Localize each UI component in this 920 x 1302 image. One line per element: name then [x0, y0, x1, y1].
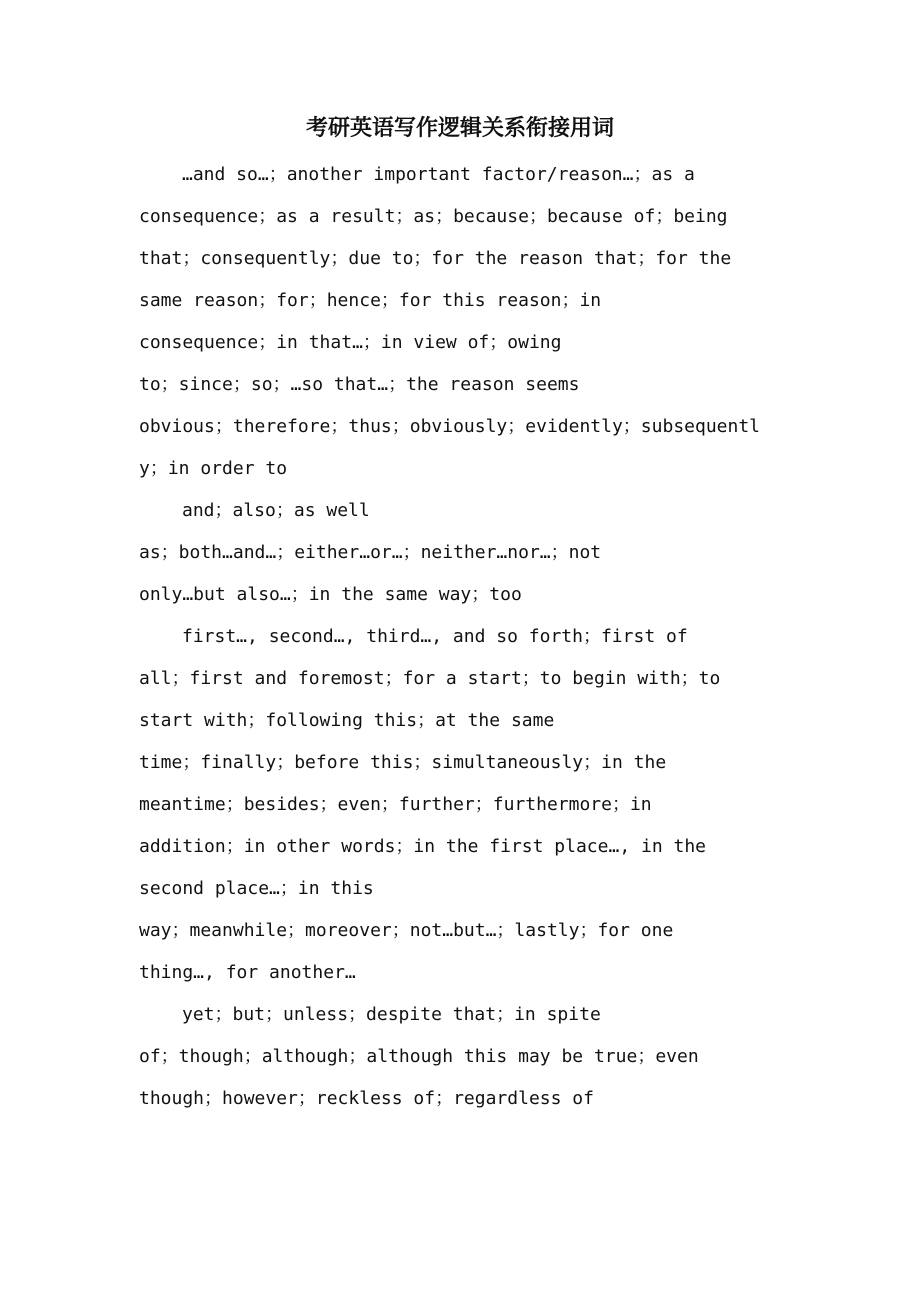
paragraph-4-line-2: of；though；although；although this may be true；even — [139, 1046, 699, 1067]
document-title: 考研英语写作逻辑关系衔接用词 — [305, 115, 614, 141]
paragraph-3-line-6: addition；in other words；in the first place…, in the — [139, 836, 707, 857]
paragraph-2-line-2: as；both…and…；either…or…；neither…nor…；not — [139, 542, 602, 563]
paragraph-2-line-1: and；also；as well — [182, 500, 370, 521]
paragraph-3-line-7: second place…；in this — [139, 878, 374, 899]
paragraph-1-line-3: that；consequently；due to；for the reason that；for the — [139, 248, 732, 269]
paragraph-1-line-7: obvious；therefore；thus；obviously；evidently；subsequentl — [139, 416, 761, 437]
paragraph-1-line-2: consequence；as a result；as；because；because of；being — [139, 206, 728, 227]
paragraph-3-line-8: way；meanwhile；moreover；not…but…；lastly；for one — [139, 920, 674, 941]
paragraph-1-line-4: same reason；for；hence；for this reason；in — [139, 290, 602, 311]
paragraph-3-line-9: thing…, for another… — [139, 962, 356, 983]
paragraph-3-line-2: all；first and foremost；for a start；to begin with；to — [139, 668, 721, 689]
paragraph-4-line-1: yet；but；unless；despite that；in spite — [182, 1004, 601, 1025]
paragraph-2-line-3: only…but also…；in the same way；too — [139, 584, 522, 605]
paragraph-3-line-5: meantime；besides；even；further；furthermore；in — [139, 794, 652, 815]
paragraph-3-line-4: time；finally；before this；simultaneously；in the — [139, 752, 667, 773]
paragraph-1-line-8: y；in order to — [139, 458, 288, 479]
paragraph-1-line-5: consequence；in that…；in view of；owing — [139, 332, 562, 353]
paragraph-1-line-6: to；since；so；…so that…；the reason seems — [139, 374, 580, 395]
paragraph-3-line-1: first…, second…, third…, and so forth；first of — [182, 626, 688, 647]
paragraph-3-line-3: start with；following this；at the same — [139, 710, 555, 731]
paragraph-1-line-1: …and so…；another important factor/reason…；as a — [182, 164, 695, 185]
paragraph-4-line-3: though；however；reckless of；regardless of — [139, 1088, 594, 1109]
document-body — [139, 154, 789, 1120]
